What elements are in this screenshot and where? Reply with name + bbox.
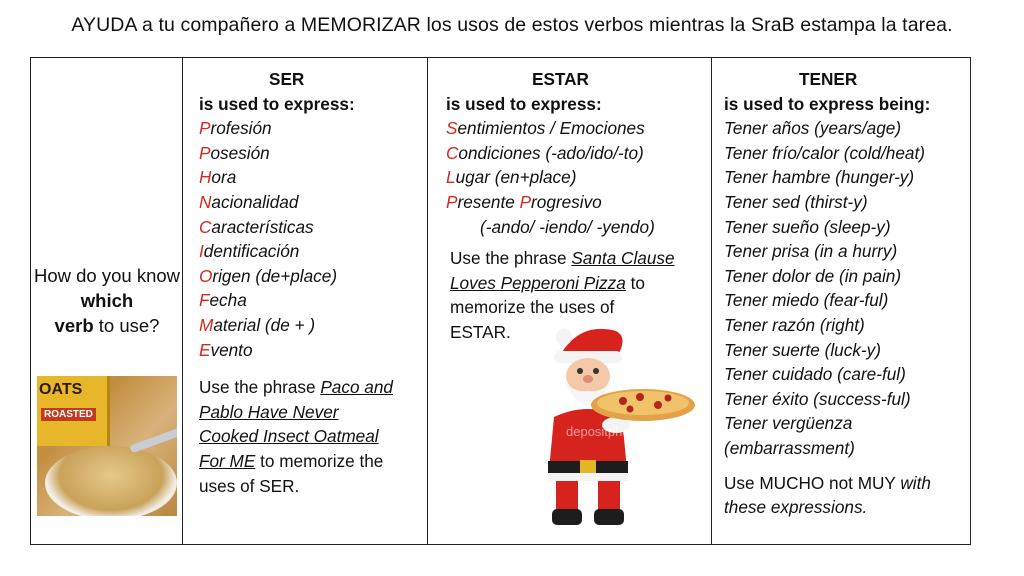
watermark-text: depositphotos [566,424,647,439]
tener-item: Tener vergüenza [724,413,853,434]
cereal-bowl [45,446,177,516]
ser-item: Fecha [199,290,247,311]
tener-item: Tener éxito (success-ful) [724,388,911,409]
tener-column [711,58,972,544]
estar-item: Condiciones (-ado/ido/-to) [446,142,644,163]
tener-item: Tener suerte (luck-y) [724,339,881,360]
ser-heading: SER [269,69,305,89]
page-title: AYUDA a tu compañero a MEMORIZAR los usos de estos verbos mientras la SraB estampa la tarea. [71,14,953,36]
ser-column [182,58,427,544]
ser-item: Nacionalidad [199,191,299,212]
tener-block [724,67,970,520]
tener-item: (embarrassment) [724,437,855,458]
ser-item: Evento [199,339,253,360]
tener-subheading: is used to express being: [724,93,931,114]
question-text [31,263,183,338]
estar-mnemonic: Use the phrase Santa Clause Loves Pepperoni Pizza to memorize the uses of ESTAR. [450,248,675,342]
ser-subheading: is used to express: [199,93,355,114]
question-bold-verb: verb [54,315,94,336]
tener-note: Use MUCHO not MUY with these expressions. [724,472,931,518]
question-part-2: to use? [93,315,160,336]
tener-item: Tener frío/calor (cold/heat) [724,142,925,163]
tener-item: Tener dolor de (in pain) [724,265,902,286]
ser-item: Posesión [199,142,270,163]
verbs-table [30,57,971,545]
estar-block [446,67,708,239]
estar-endings: (-ando/ -iendo/ -yendo) [480,216,655,237]
ser-item: Características [199,216,314,237]
estar-item: Sentimientos / Emociones [446,118,645,139]
ser-item: Profesión [199,118,272,139]
santa-pizza-image [518,321,698,541]
ser-item: Hora [199,167,237,188]
tener-item: Tener hambre (hunger-y) [724,167,915,188]
spoon [129,427,177,454]
tener-item: Tener años (years/age) [724,118,902,139]
tener-item: Tener razón (right) [724,314,865,335]
ser-item: Identificación [199,241,300,262]
estar-subheading: is used to express: [446,93,602,114]
ser-mnemonic: Use the phrase Paco and Pablo Have Never Cooked Insect Oatmeal For ME to memorize the uses of SER. [199,377,393,496]
question-part-1: How do you know [33,265,181,286]
ser-item: Origen (de+place) [199,265,338,286]
cereal-box-subtext: ROASTED [41,408,96,421]
ser-block [199,67,425,498]
cereal-box [37,376,110,446]
cereal-image [37,376,177,516]
estar-item: Presente Progresivo [446,191,602,212]
question-bold-which: which [80,290,134,311]
tener-item: Tener miedo (fear-ful) [724,290,889,311]
estar-item: Lugar (en+place) [446,167,577,188]
tener-item: Tener cuidado (care-ful) [724,364,906,385]
tener-heading: TENER [799,69,858,89]
question-column [31,58,183,544]
cereal-box-text: OATS [39,381,83,398]
estar-column [427,58,711,544]
tener-item: Tener sed (thirst-y) [724,191,868,212]
tener-item: Tener sueño (sleep-y) [724,216,891,237]
ser-item: Material (de + ) [199,314,316,335]
estar-heading: ESTAR [532,69,589,89]
tener-item: Tener prisa (in a hurry) [724,241,898,262]
